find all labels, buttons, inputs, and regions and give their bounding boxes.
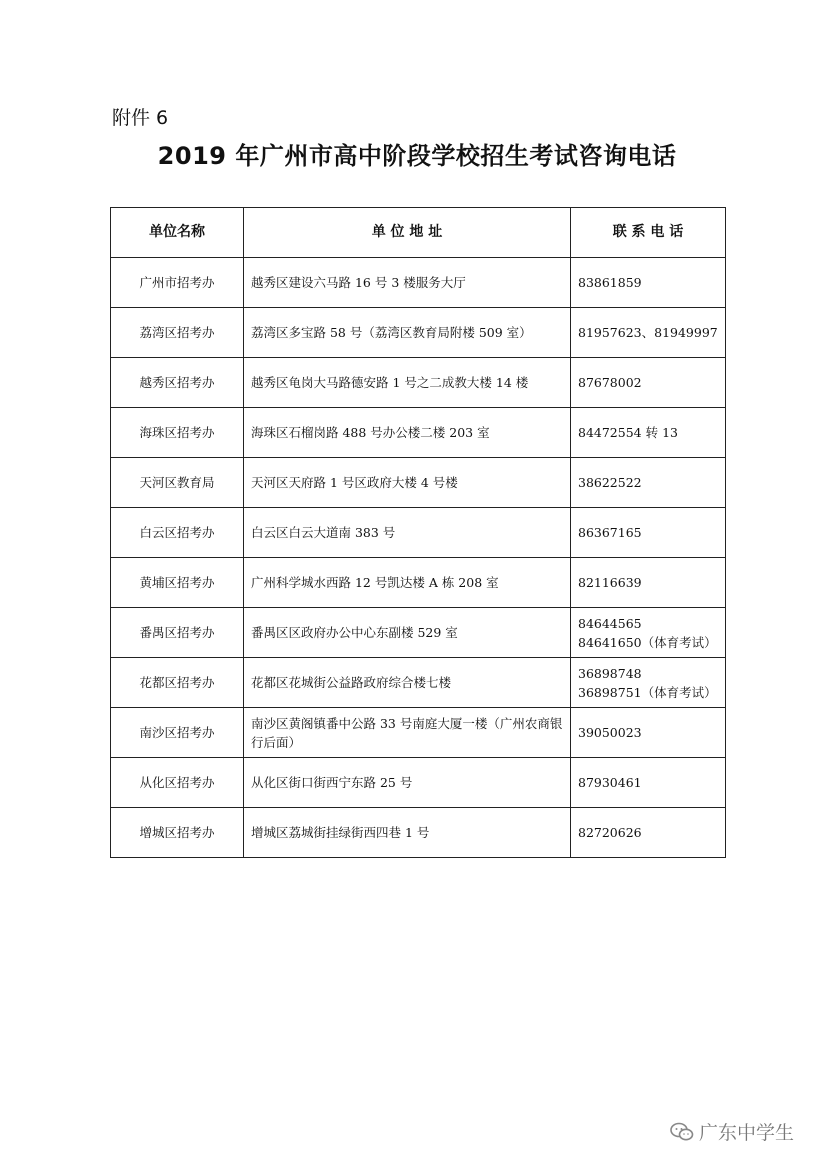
unit-name-cell: 黄埔区招考办: [111, 558, 244, 608]
table-header: [111, 208, 726, 258]
table-row: [111, 558, 726, 608]
table-row: [111, 358, 726, 408]
address-cell: 番禺区区政府办公中心东副楼 529 室: [244, 608, 571, 658]
phone-number: 83861859: [578, 275, 642, 290]
table-row: [111, 758, 726, 808]
table-row: [111, 608, 726, 658]
phone-number: 84472554 转 13: [578, 425, 678, 440]
address-cell: 荔湾区多宝路 58 号（荔湾区教育局附楼 509 室）: [244, 308, 571, 358]
phone-cell: [571, 258, 726, 308]
address-cell: 白云区白云大道南 383 号: [244, 508, 571, 558]
phone-number: 39050023: [578, 725, 642, 740]
phone-cell: [571, 308, 726, 358]
phone-number: 36898748: [578, 665, 642, 681]
unit-name-cell: 南沙区招考办: [111, 708, 244, 758]
phone-cell: [571, 408, 726, 458]
address-cell: 增城区荔城街挂绿街西四巷 1 号: [244, 808, 571, 858]
address-cell: 天河区天府路 1 号区政府大楼 4 号楼: [244, 458, 571, 508]
phone-cell: [571, 758, 726, 808]
address-cell: 越秀区龟岗大马路德安路 1 号之二成教大楼 14 楼: [244, 358, 571, 408]
unit-name-cell: 番禺区招考办: [111, 608, 244, 658]
contacts-table: [110, 207, 726, 858]
table-row: [111, 508, 726, 558]
unit-name-cell: 荔湾区招考办: [111, 308, 244, 358]
phone-cell: [571, 608, 726, 658]
phone-cell: [571, 658, 726, 708]
column-header-phone: 联 系 电 话: [571, 208, 726, 258]
unit-name-cell: 花都区招考办: [111, 658, 244, 708]
phone-number: 86367165: [578, 525, 642, 540]
table-row: [111, 308, 726, 358]
table-row: [111, 258, 726, 308]
phone-number: 87678002: [578, 375, 642, 390]
unit-name-cell: 白云区招考办: [111, 508, 244, 558]
column-header-address: 单 位 地 址: [244, 208, 571, 258]
table-row: [111, 408, 726, 458]
phone-cell: [571, 808, 726, 858]
address-cell: 海珠区石榴岗路 488 号办公楼二楼 203 室: [244, 408, 571, 458]
unit-name-cell: 广州市招考办: [111, 258, 244, 308]
phone-number: 84641650（体育考试）: [578, 634, 717, 650]
table-row: [111, 808, 726, 858]
table-body: [111, 258, 726, 858]
unit-name-cell: 越秀区招考办: [111, 358, 244, 408]
phone-number: 36898751（体育考试）: [578, 684, 717, 700]
phone-number: 82116639: [578, 575, 642, 590]
unit-name-cell: 海珠区招考办: [111, 408, 244, 458]
phone-number: 87930461: [578, 775, 642, 790]
table-row: [111, 708, 726, 758]
phone-number: 82720626: [578, 825, 642, 840]
phone-number: 38622522: [578, 475, 642, 490]
column-header-unit: 单位名称: [111, 208, 244, 258]
page-title: 2019 年广州市高中阶段学校招生考试咨询电话: [157, 142, 677, 170]
phone-cell: [571, 358, 726, 408]
table-row: [111, 658, 726, 708]
table-row: [111, 458, 726, 508]
phone-cell: [571, 558, 726, 608]
phone-cell: [571, 708, 726, 758]
unit-name-cell: 天河区教育局: [111, 458, 244, 508]
phone-cell: [571, 458, 726, 508]
address-cell: 南沙区黄阁镇番中公路 33 号南庭大厦一楼（广州农商银行后面）: [244, 708, 571, 758]
phone-cell: [571, 508, 726, 558]
address-cell: 越秀区建设六马路 16 号 3 楼服务大厅: [244, 258, 571, 308]
address-cell: 广州科学城水西路 12 号凯达楼 A 栋 208 室: [244, 558, 571, 608]
header-row: [111, 208, 726, 258]
unit-name-cell: 从化区招考办: [111, 758, 244, 808]
wechat-icon: [670, 1122, 694, 1142]
phone-number: 84644565: [578, 615, 642, 631]
unit-name-cell: 增城区招考办: [111, 808, 244, 858]
phone-number: 81957623、81949997: [578, 325, 718, 340]
address-cell: 花都区花城街公益路政府综合楼七楼: [244, 658, 571, 708]
watermark: [670, 1118, 794, 1145]
address-cell: 从化区街口街西宁东路 25 号: [244, 758, 571, 808]
watermark-text: 广东中学生: [699, 1122, 795, 1144]
attachment-label: 附件 6: [112, 107, 169, 129]
